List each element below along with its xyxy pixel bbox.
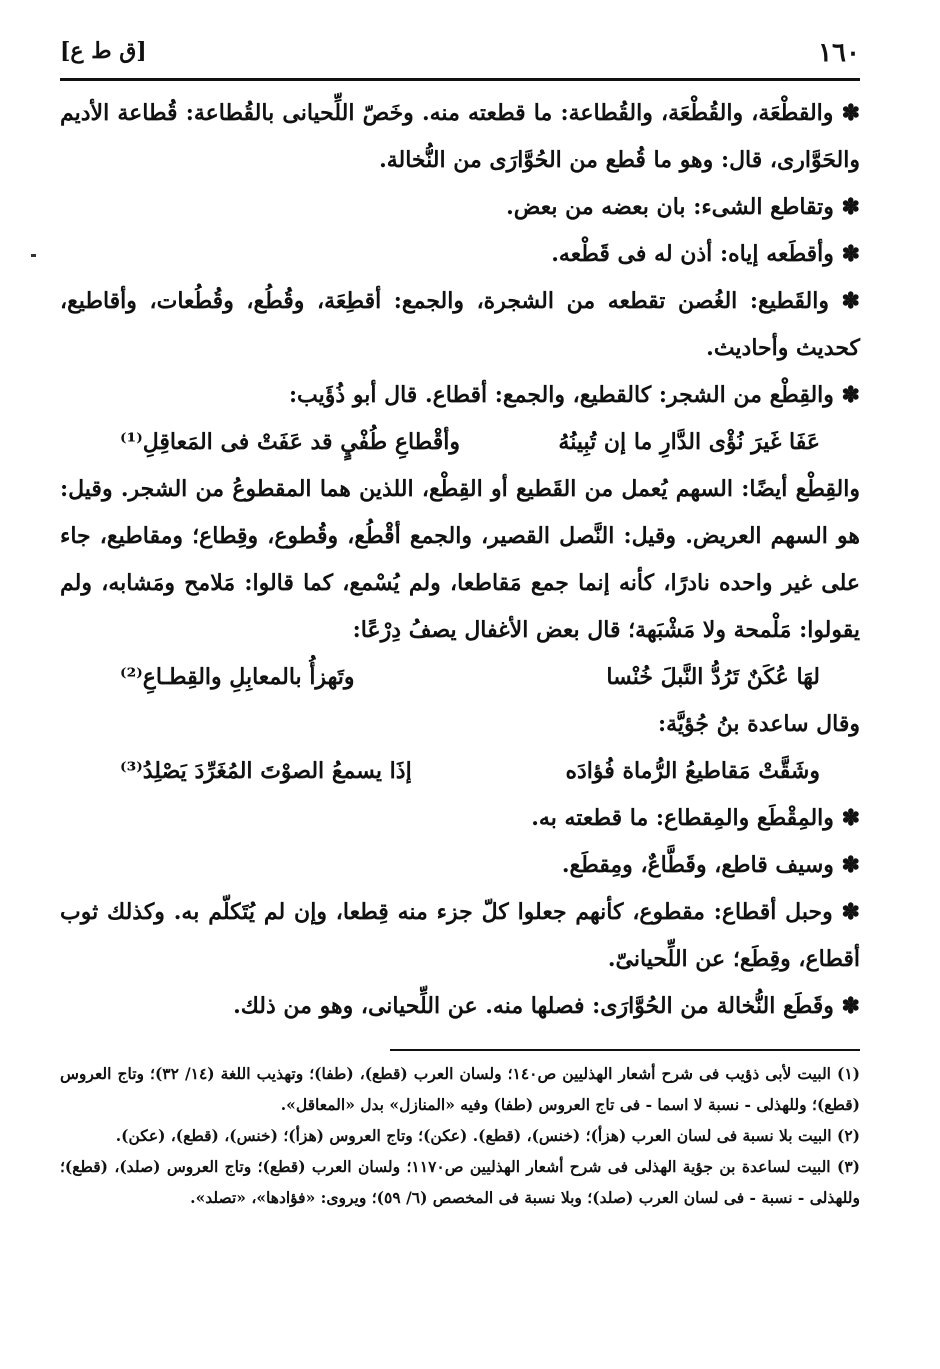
verse-second-hemistich: وأقْطاعِ طُفْيٍ قد عَفَتْ فى المَعاقِلِ⁽¹⁾ bbox=[120, 429, 460, 455]
footnote-rule bbox=[390, 1049, 860, 1051]
footnotes bbox=[60, 1058, 860, 1213]
verse-line bbox=[60, 419, 860, 466]
main-text bbox=[60, 90, 860, 1030]
page-number: ١٦٠ bbox=[818, 38, 860, 68]
paragraph: ✽ والقطْعَة، والقُطْعَة، والقُطاعة: ما قطعته منه. وخَصّ اللِّحيانى بالقُطاعة: قُطاعة الأديم والحَوَّارى، قال: وهو ما قُطع من الحُوَّارَى من النُّخالة. bbox=[60, 100, 861, 173]
verse-first-hemistich: عَفَا غَيرَ نُؤْى الدَّارِ ما إن تُبِينُهُ bbox=[558, 429, 820, 455]
scan-mark bbox=[31, 254, 36, 257]
footnote: (١) البيت لأبى ذؤيب فى شرح أشعار الهذليين ص١٤٠؛ ولسان العرب (قطع)، (طفا)؛ وتهذيب اللغة (١٤/ ٣٢)؛ وتاج العروس (قطع)؛ وللهذلى - نسبة لا اسما - فى تاج العروس (طفا) وفيه «المنازل» بدل «المعاقل». bbox=[60, 1064, 860, 1114]
root-label: [ق ط ع] bbox=[60, 38, 147, 64]
verse-line bbox=[60, 654, 860, 701]
paragraph: ✽ والقِطْع من الشجر: كالقطيع، والجمع: أقطاع. قال أبو ذُؤَيب: bbox=[288, 382, 860, 408]
header-rule bbox=[60, 78, 860, 81]
paragraph: ✽ وتقاطع الشىء: بان بعضه من بعض. bbox=[506, 194, 860, 220]
verse-second-hemistich: إذَا يسمعُ الصوْتَ المُغَرِّدَ يَصْلِدُ⁽³⁾ bbox=[120, 758, 412, 784]
paragraph: ✽ وحبل أقطاع: مقطوع، كأنهم جعلوا كلّ جزء منه قِطعا، وإن لم يُتَكلّم به. وكذلك ثوب أقطاع، وقِطَع؛ عن اللِّحيانىّ. bbox=[60, 899, 860, 972]
paragraph: وقال ساعدة بنُ جُؤيَّة: bbox=[657, 711, 860, 737]
paragraph: والقِطْع أيضًا: السهم يُعمل من القَطيع أو القِطْع، اللذين هما المقطوعُ من الشجر. وقيل: هو السهم العريض. وقيل: النَّصل القصير، والجمع أقْطُع، وقُطوع، وقِطاع؛ ومقاطيع، جاء على غير واحده نادرًا، كأنه إنما جمع مَقاطعا، ولم يُسْمع، كما قالوا: مَلامح ومَشابه، ولم يقولوا: مَلْمحة ولا مَشْبَهة؛ قال بعض الأغفال يصفُ دِرْعًا: bbox=[60, 476, 860, 643]
verse-first-hemistich: لهَا عُكَنٌ تَرُدُّ النَّبلَ خُنْسا bbox=[606, 664, 820, 690]
page-header bbox=[60, 38, 860, 78]
paragraph: ✽ وقَطَع النُّخالة من الحُوَّارَى: فصلها منه. عن اللِّحيانى، وهو من ذلك. bbox=[233, 993, 860, 1019]
footnote: (٣) البيت لساعدة بن جؤية الهذلى فى شرح أشعار الهذليين ص١١٧٠؛ ولسان العرب (قطع)؛ وتاج العروس (صلد)، (قطع)؛ وللهذلى - نسبة - فى لسان العرب (صلد)؛ وبلا نسبة فى المخصص (٦/ ٥٩)؛ ويروى: «فؤادها»، «تصلد». bbox=[60, 1157, 860, 1207]
paragraph: ✽ وأقطَعه إياه: أذن له فى قَطْعه. bbox=[551, 241, 860, 267]
paragraph: ✽ وسيف قاطع، وقَطَّاعٌ، ومِقطَع. bbox=[561, 852, 860, 878]
verse-line bbox=[60, 748, 860, 795]
verse-second-hemistich: وتَهزأُ بالمعابِلِ والقِطـاعِ⁽²⁾ bbox=[120, 664, 355, 690]
paragraph: ✽ والمِقْطَع والمِقطاع: ما قطعته به. bbox=[531, 805, 860, 831]
verse-first-hemistich: وشَقَّتْ مَقاطيعُ الرُّماة فُؤادَه bbox=[565, 758, 820, 784]
footnote: (٢) البيت بلا نسبة فى لسان العرب (هزأ)؛ (خنس)، (قطع). (عكن)؛ وتاج العروس (هزأ)؛ (خنس)، (قطع)، (عكن). bbox=[115, 1126, 860, 1145]
paragraph: ✽ والقَطيع: الغُصن تقطعه من الشجرة، والجمع: أقطِعَة، وقُطُع، وقُطُعات، وأقاطيع، كحديث وأحاديث. bbox=[60, 288, 860, 361]
